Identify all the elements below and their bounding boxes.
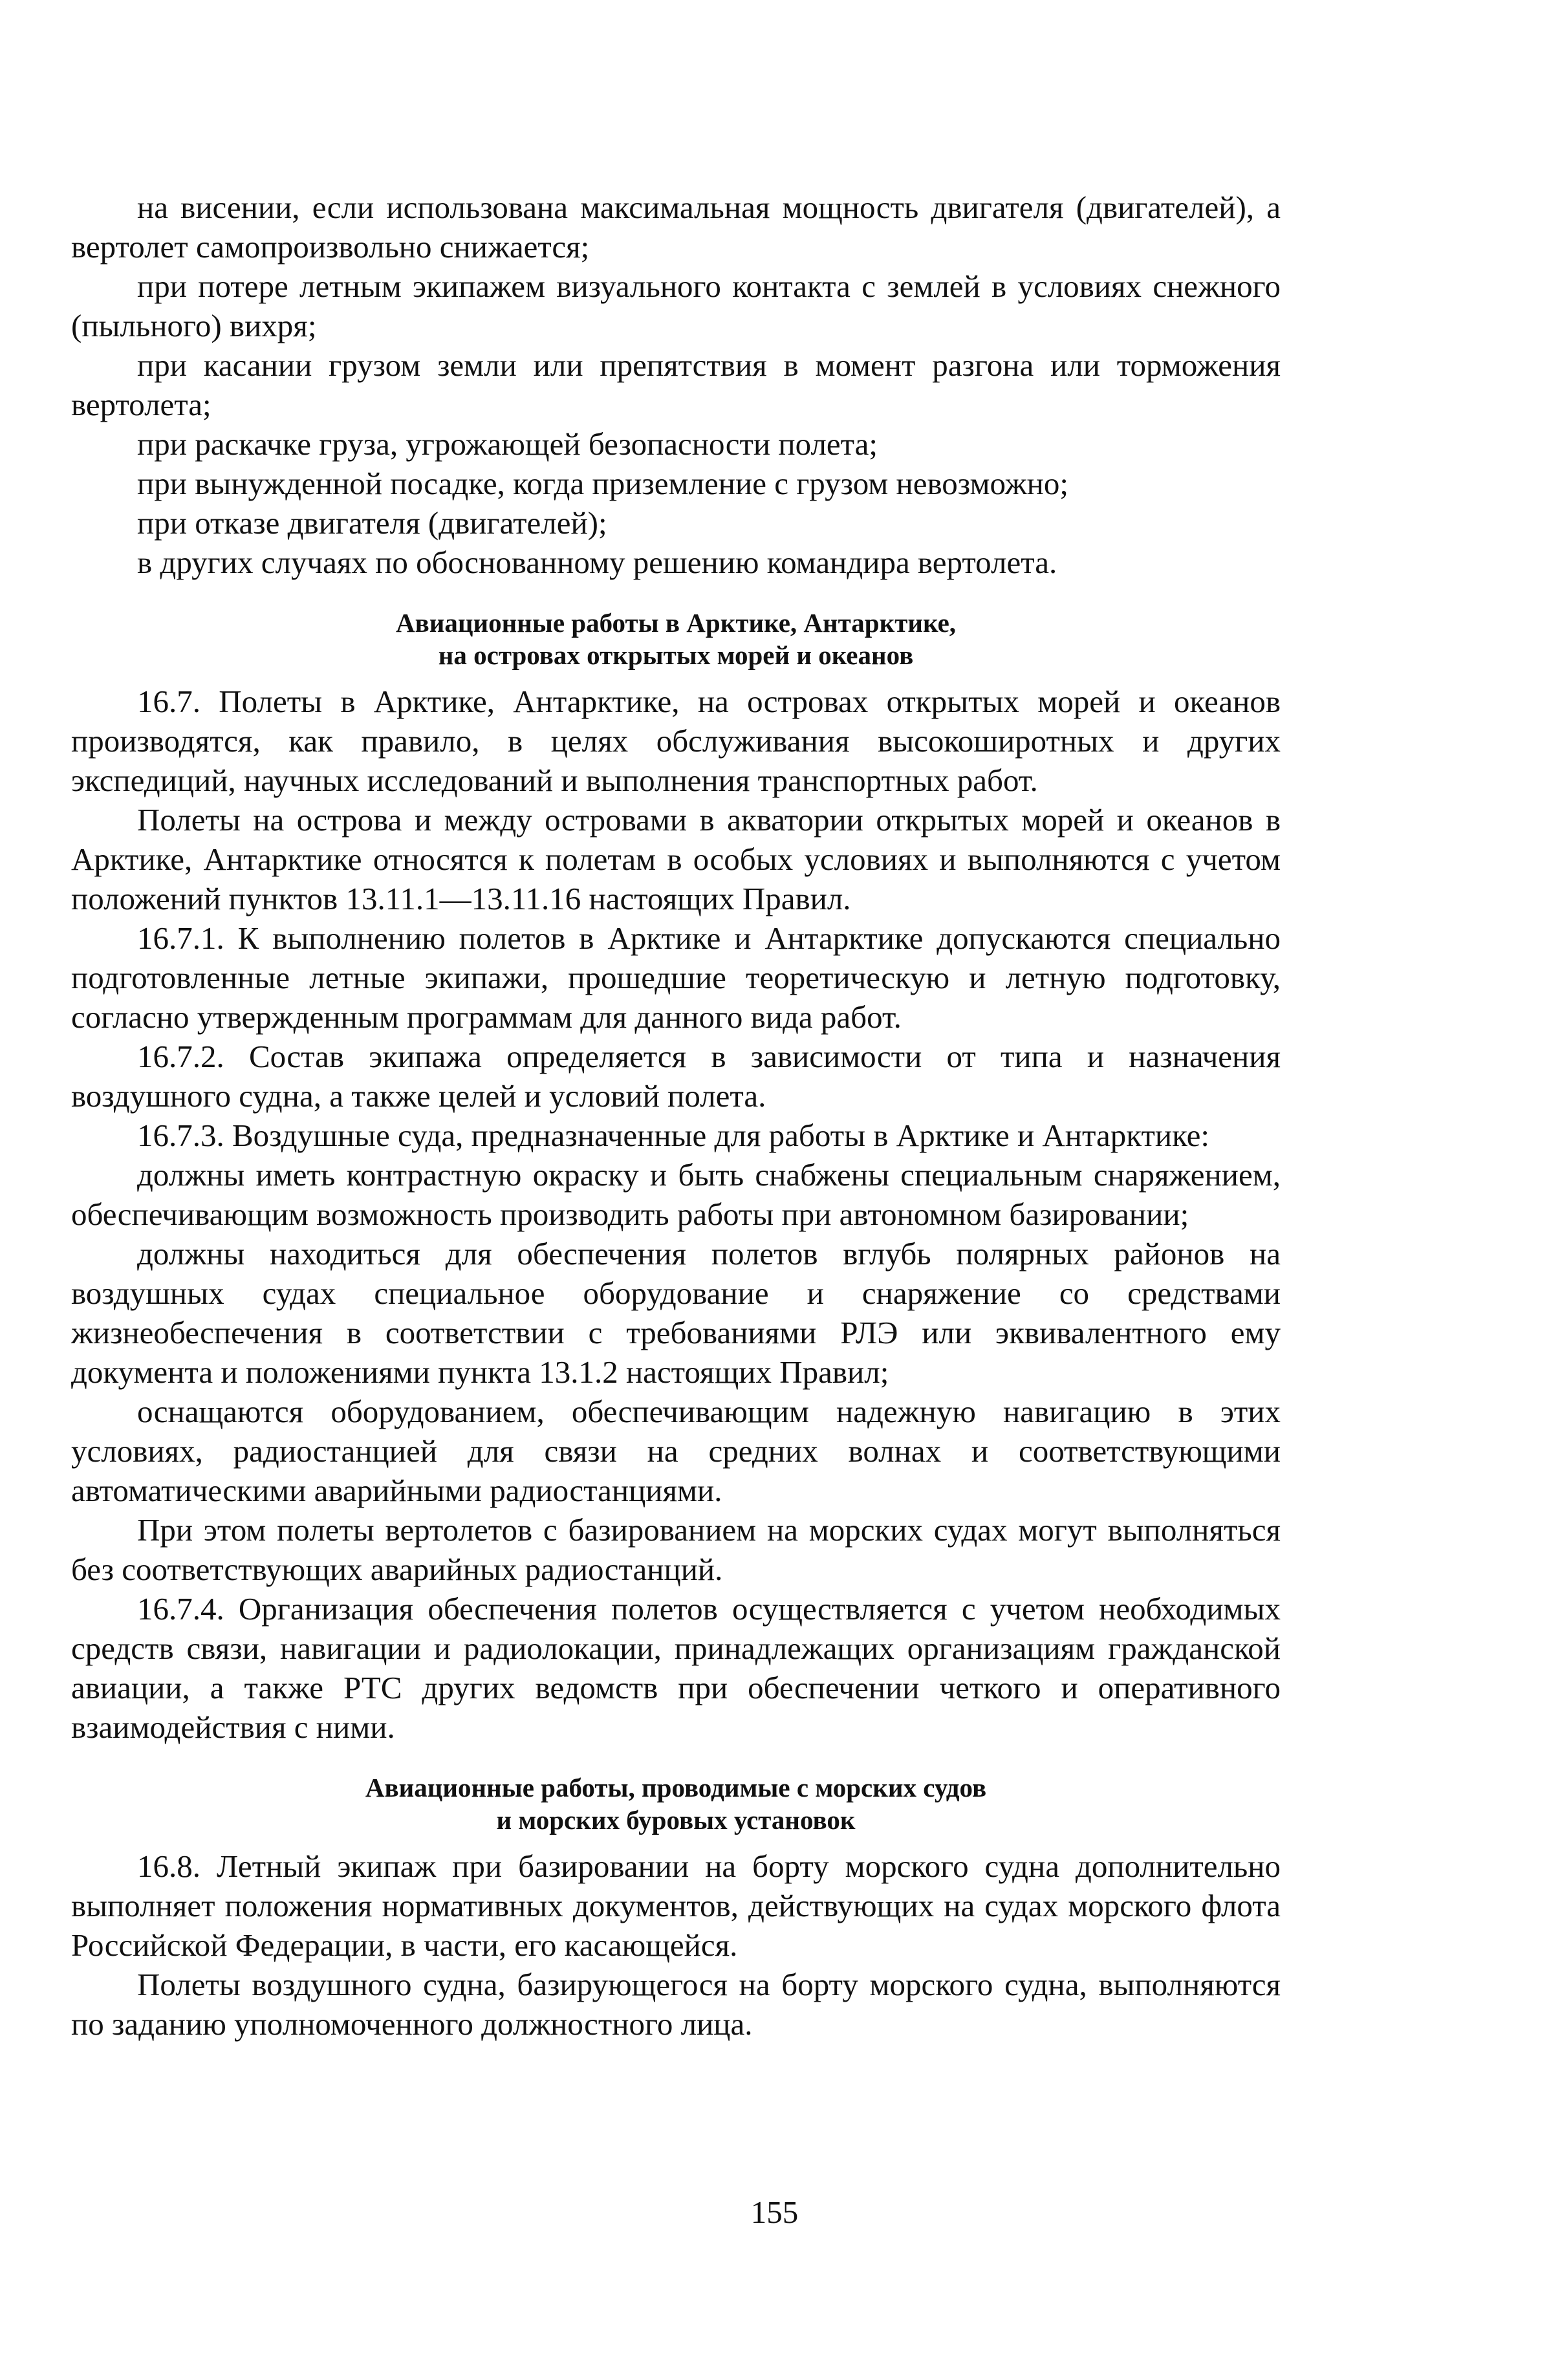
section-heading-line: Авиационные работы, проводимые с морских судов	[365, 1773, 987, 1802]
paragraph: должны иметь контрастную окраску и быть снабжены специальным снаряжением, обеспечивающим возможность производить работы при автономном базировании;	[71, 1157, 1281, 1232]
section-marine-body	[71, 1846, 1281, 2044]
list-item: при потере летным экипажем визуального контакта с землей в условиях снежного (пыльного) вихря;	[71, 268, 1281, 343]
section-heading-line: Авиационные работы в Арктике, Антарктике,	[395, 608, 957, 638]
list-item: при отказе двигателя (двигателей);	[137, 505, 607, 541]
intro-paragraph-list	[71, 188, 1281, 582]
paragraph: оснащаются оборудованием, обеспечивающим надежную навигацию в этих условиях, радиостанцией для связи на средних волнах и соответствующими автоматическими аварийными радиостанциями.	[71, 1394, 1281, 1508]
paragraph: 16.7.4. Организация обеспечения полетов осуществляется с учетом необходимых средств связи, навигации и радиолокации, принадлежащих организациям гражданской авиации, а также РТС других ведомств при обеспечении четкого и оперативного взаимодействия с ними.	[71, 1591, 1281, 1745]
paragraph: При этом полеты вертолетов с базированием на морских судах могут выполняться без соответствующих аварийных радиостанций.	[71, 1512, 1281, 1587]
document-page	[71, 188, 1281, 2044]
section-heading-arctic	[71, 607, 1281, 671]
paragraph: 16.7.2. Состав экипажа определяется в зависимости от типа и назначения воздушного судна, а также целей и условий полета.	[71, 1039, 1281, 1114]
page-number: 155	[750, 2194, 799, 2230]
section-heading-marine	[71, 1771, 1281, 1836]
paragraph: Полеты воздушного судна, базирующегося на борту морского судна, выполняются по заданию уполномоченного должностного лица.	[71, 1967, 1281, 2042]
section-heading-line: и морских буровых установок	[496, 1805, 856, 1835]
section-heading-line: на островах открытых морей и океанов	[438, 640, 914, 670]
list-item: при раскачке груза, угрожающей безопасности полета;	[137, 426, 878, 462]
list-item: при вынужденной посадке, когда приземление с грузом невозможно;	[137, 466, 1068, 501]
paragraph: 16.7.1. К выполнению полетов в Арктике и Антарктике допускаются специально подготовленные летные экипажи, прошедшие теоретическую и летную подготовку, согласно утвержденным программам для данного вида работ.	[71, 920, 1281, 1035]
paragraph: 16.7. Полеты в Арктике, Антарктике, на островах открытых морей и океанов производятся, как правило, в целях обслуживания высокоширотных и других экспедиций, научных исследований и выполнения транспортных работ.	[71, 684, 1281, 798]
list-item: в других случаях по обоснованному решению командира вертолета.	[137, 545, 1057, 580]
paragraph: 16.7.3. Воздушные суда, предназначенные для работы в Арктике и Антарктике:	[137, 1118, 1210, 1153]
section-arctic-body	[71, 682, 1281, 1747]
list-item: при касании грузом земли или препятствия в момент разгона или торможения вертолета;	[71, 347, 1281, 422]
list-item: на висении, если использована максимальная мощность двигателя (двигателей), а вертолет самопроизвольно снижается;	[71, 189, 1281, 265]
paragraph: Полеты на острова и между островами в акватории открытых морей и океанов в Арктике, Антарктике относятся к полетам в особых условиях и выполняются с учетом положений пунктов 13.11.1—13.11.16 настоящих Правил.	[71, 802, 1281, 916]
paragraph: 16.8. Летный экипаж при базировании на борту морского судна дополнительно выполняет положения нормативных документов, действующих на судах морского флота Российской Федерации, в части, его касающейся.	[71, 1848, 1281, 1963]
paragraph: должны находиться для обеспечения полетов вглубь полярных районов на воздушных судах специальное оборудование и снаряжение со средствами жизнеобеспечения в соответствии с требованиями РЛЭ или эквивалентного ему документа и положениями пункта 13.1.2 настоящих Правил;	[71, 1236, 1281, 1390]
